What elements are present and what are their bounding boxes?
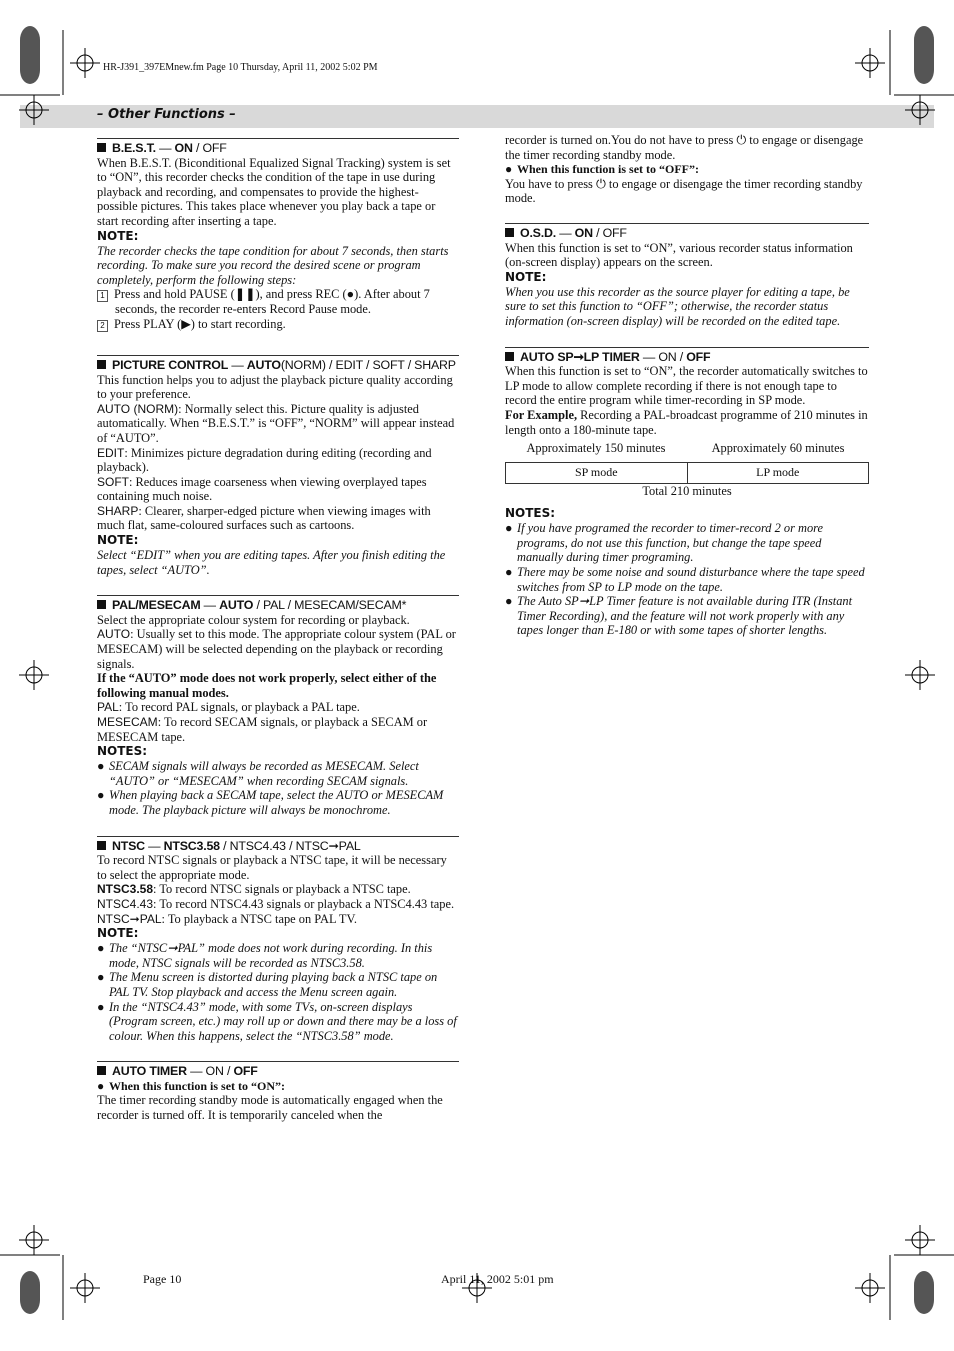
- bullet-dot-icon: ●: [97, 999, 105, 1014]
- picture-note: Select “EDIT” when you are editing tapes. After you finish editing the tapes, select “AUTO”.: [97, 548, 446, 577]
- best-note: The recorder checks the tape condition for about 7 seconds, then starts recording. To make sure you record the desired scene or program completely, perform the following steps:: [97, 243, 449, 287]
- timer-body: The timer recording standby mode is automatically engaged when the recorder is turned off. It is temporarily canceled when the: [97, 1093, 443, 1123]
- picture-edit: EDIT: Minimizes picture degradation during editing (recording and playback).: [97, 445, 432, 475]
- bullet-dot-icon: ●: [97, 788, 105, 803]
- ntsc-intro: To record NTSC signals or playback a NTSC tape, it will be necessary to select the appropriate mode.: [97, 853, 447, 882]
- picture-heading: PICTURE CONTROL — AUTO(NORM) / EDIT / SOFT / SHARP: [97, 358, 459, 373]
- list-item: ● SECAM signals will always be recorded as MESECAM. Select “AUTO” or “MESECAM” when recording SECAM signals.: [97, 759, 419, 788]
- bullet-dot-icon: ●: [97, 759, 105, 774]
- pal-intro: Select the appropriate colour system for recording or playback.: [97, 612, 410, 627]
- picture-soft: SOFT: Reduces image coarseness when viewing overplayed tapes containing much noise.: [97, 474, 427, 504]
- pal-manual-note: If the “AUTO” mode does not work properly, select either of the following manual modes.: [97, 671, 437, 700]
- splp-heading: AUTO SP➞LP TIMER — ON / OFF: [505, 350, 869, 365]
- footer-date: April 11, 2002 5:01 pm: [441, 1272, 554, 1286]
- page-number: Page 10: [143, 1272, 182, 1286]
- timer-continued: recorder is turned on.You do not have to press ⏻ to engage or disengage the timer recording standby mode.: [505, 133, 864, 162]
- best-step-1: 1 Press and hold PAUSE (❚❚), and press REC (●). After about 7 seconds, the recorder re-enters Record Pause mode.: [97, 287, 459, 317]
- timer-when-on: ● When this function is set to “ON”:: [97, 1078, 286, 1093]
- bullet-dot-icon: ●: [505, 162, 513, 177]
- list-item: ● The “NTSC➞PAL” mode does not work during recording. In this mode, NTSC signals will be recorded as NTSC3.58.: [97, 941, 433, 970]
- pal-mesecam: MESECAM: To record SECAM signals, or playback a SECAM or MESECAM tape.: [97, 715, 428, 744]
- splp-notes-heading: NOTES:: [505, 506, 556, 521]
- list-item: ● The Menu screen is distorted during playing back a NTSC tape on PAL TV. Stop playback and access the Menu screen again.: [97, 970, 438, 999]
- total-duration-label: Total 210 minutes: [642, 483, 732, 498]
- splp-example: For Example, Recording a PAL-broadcast programme of 210 minutes in length onto a 180-minute tape.: [505, 407, 868, 437]
- picture-intro: This function helps you to adjust the playback picture quality according to your preference.: [97, 372, 453, 402]
- ntsc-pal: NTSC➞PAL: To playback a NTSC tape on PAL TV.: [97, 911, 357, 926]
- picture-note-heading: NOTE:: [97, 533, 139, 548]
- pal-notes-heading: NOTES:: [97, 744, 148, 759]
- timer-heading: AUTO TIMER — ON / OFF: [97, 1064, 459, 1079]
- picture-sharp: SHARP: Clearer, sharper-edged picture when viewing images with much flat, same-coloured surfaces such as cartoons.: [97, 503, 431, 533]
- bullet-dot-icon: ●: [97, 941, 105, 956]
- file-info-line: HR-J391_397EMnew.fm Page 10 Thursday, April 11, 2002 5:02 PM: [103, 62, 378, 73]
- pal-heading: PAL/MESECAM — AUTO / PAL / MESECAM/SECAM*: [97, 598, 459, 613]
- ntsc-heading: NTSC — NTSC3.58 / NTSC4.43 / NTSC➞PAL: [97, 839, 459, 854]
- ntsc-358: NTSC3.58: To record NTSC signals or playback a NTSC tape.: [97, 882, 411, 897]
- osd-body: When this function is set to “ON”, various recorder status information (on-screen display) appears on the screen.: [505, 240, 853, 270]
- lp-mode-cell: LP mode: [687, 462, 869, 483]
- list-item: ● The Auto SP➞LP Timer feature is not available during ITR (Instant Timer Recording), and the feature will not work properly with any tapes longer than E-180 or with some tapes of shorter lengths.: [505, 594, 853, 638]
- timer-when-off: ● When this function is set to “OFF”:: [505, 162, 700, 177]
- section-title: – Other Functions –: [97, 107, 236, 122]
- osd-heading: O.S.D. — ON / OFF: [505, 226, 869, 241]
- osd-note: When you use this recorder as the source player for editing a tape, be sure to set this function to “OFF”; otherwise, the recorder status information (on-screen display) will be recorded on the edited tape.: [505, 284, 850, 328]
- ntsc-443: NTSC4.43: To record NTSC4.43 signals or playback a NTSC4.43 tape.: [97, 896, 455, 911]
- bullet-dot-icon: ●: [97, 970, 105, 985]
- best-note-heading: NOTE:: [97, 228, 139, 243]
- pal-auto: AUTO: Usually set to this mode. The appropriate colour system (PAL or MESECAM) will be selected depending on the playback or recording signals.: [97, 627, 456, 671]
- osd-note-heading: NOTE:: [505, 269, 547, 284]
- timer-off-body: You have to press ⏻ to engage or disengage the timer recording standby mode.: [505, 176, 863, 206]
- list-item: ● If you have programed the recorder to timer-record 2 or more programs, do not use this function, but change the tape speed manually during timer programing.: [505, 521, 824, 565]
- bullet-dot-icon: ●: [505, 521, 513, 536]
- pal-pal: PAL: To record PAL signals, or playback a PAL tape.: [97, 700, 360, 715]
- best-body: When B.E.S.T. (Biconditional Equalized Signal Tracking) system is set to “ON”, this recorder checks the condition of the tape in use during playback and recording, and compensates to provide the highest-possible pictures. This takes place whenever you play back a tape or start recording after inserting a tape.: [97, 155, 451, 228]
- bullet-dot-icon: ●: [97, 1078, 105, 1093]
- best-heading: B.E.S.T. — ON / OFF: [97, 141, 459, 156]
- list-item: ● In the “NTSC4.43” mode, with some TVs, on-screen displays (Program screen, etc.) may roll up or down and there may be a loss of colour. When this happens, select the “NTSC3.58” mode.: [97, 999, 457, 1043]
- sp-mode-cell: SP mode: [506, 462, 688, 483]
- splp-body: When this function is set to “ON”, the recorder automatically switches to LP mode to allow complete recording if there is not enough tape to record the entire program while timer-recording in SP mode.: [505, 364, 868, 408]
- lp-duration-label: Approximately 60 minutes: [711, 441, 845, 456]
- bullet-dot-icon: ●: [505, 594, 513, 609]
- list-item: ● When playing back a SECAM tape, select the AUTO or MESECAM mode. The playback picture will always be monochrome.: [97, 788, 444, 817]
- sp-duration-label: Approximately 150 minutes: [526, 441, 666, 456]
- list-item: ● There may be some noise and sound disturbance where the tape speed switches from SP to LP mode on the tape.: [505, 565, 865, 594]
- best-step-2: 2 Press PLAY (▶) to start recording.: [97, 317, 459, 332]
- ntsc-note-heading: NOTE:: [97, 926, 139, 941]
- bullet-dot-icon: ●: [505, 565, 513, 580]
- picture-auto: AUTO (NORM): Normally select this. Picture quality is adjusted automatically. When “B.E.S.T.” is “OFF”, “NORM” will appear instead of “AUTO”.: [97, 401, 455, 445]
